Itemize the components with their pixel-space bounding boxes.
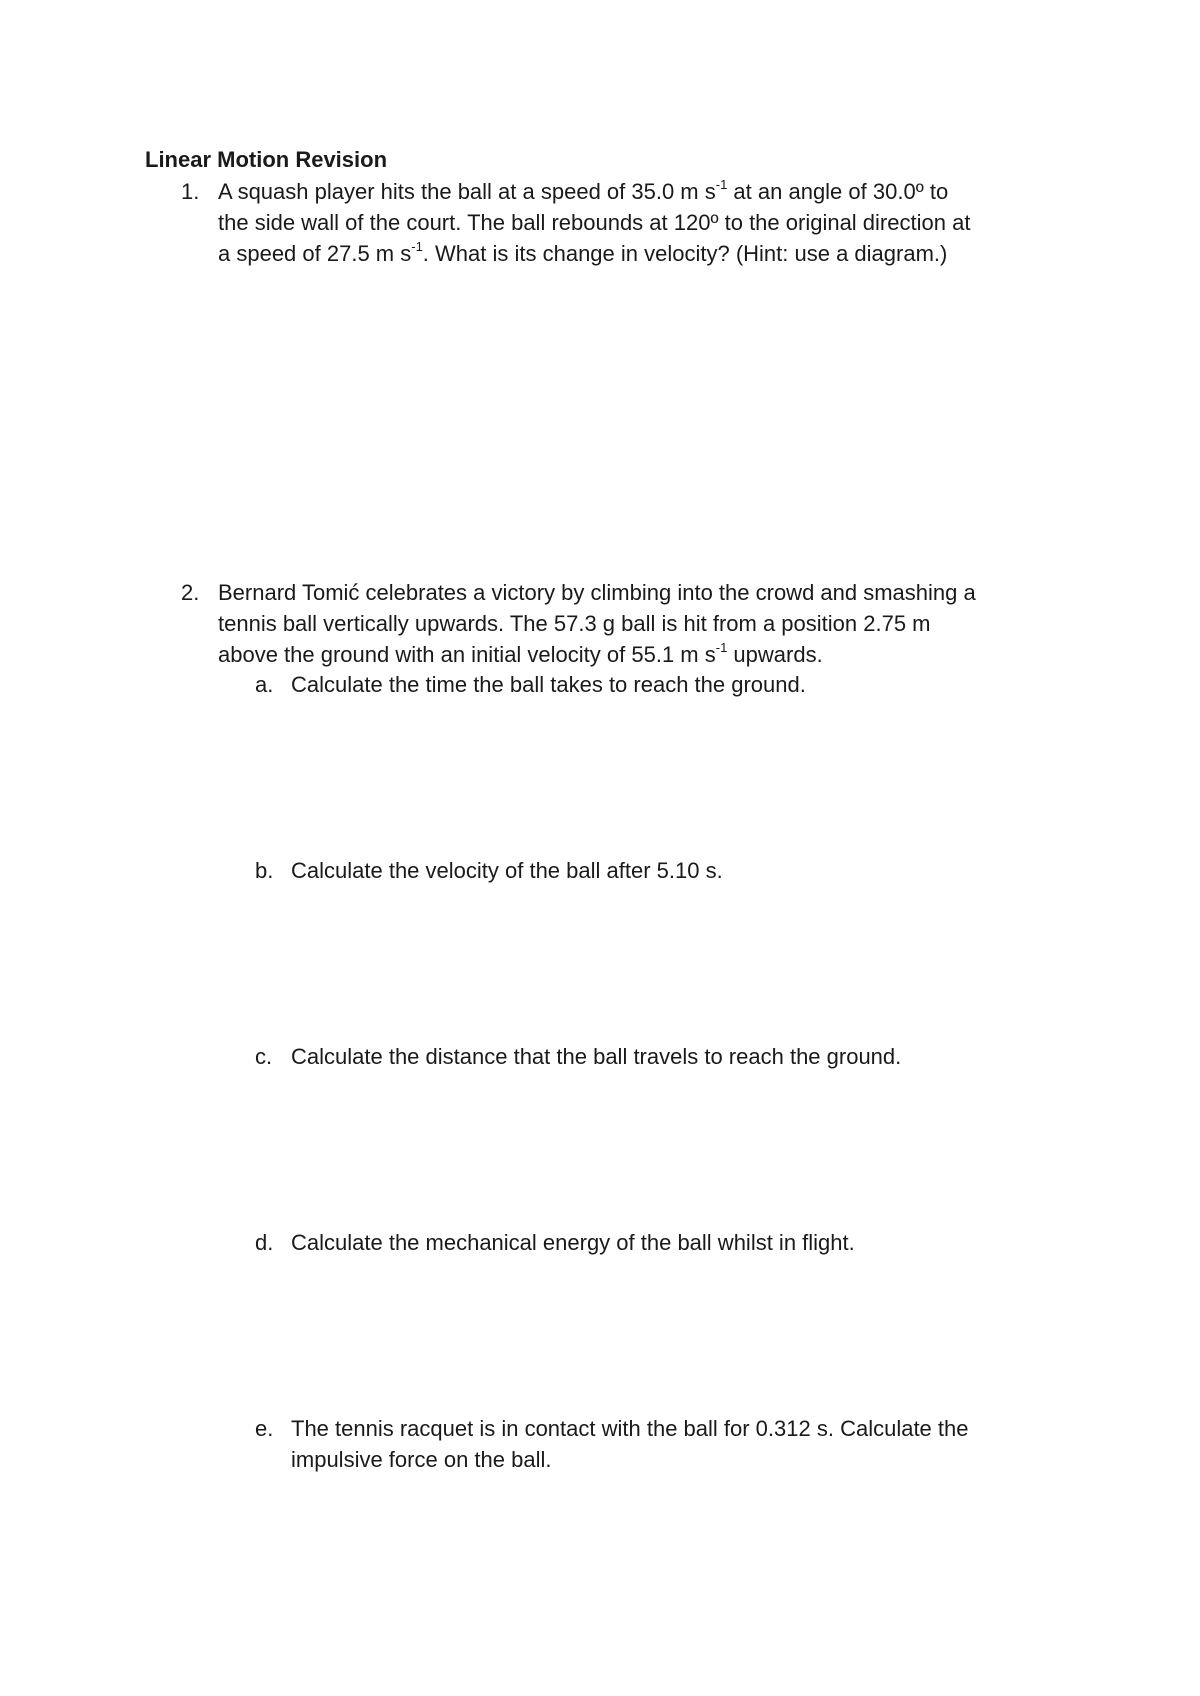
question-line (218, 176, 1118, 207)
text-run: a speed of 27.5 m s (218, 241, 412, 266)
sub-question-text (291, 855, 1081, 886)
question-text (218, 176, 1118, 269)
question-line: tennis ball vertically upwards. The 57.3 g ball is hit from a position 2.75 m (218, 611, 931, 636)
question-number: 2. (181, 580, 200, 605)
superscript: -1 (715, 639, 728, 655)
sub-question-text (291, 1413, 1081, 1475)
sub-question-text (291, 669, 1081, 700)
sub-question-letter: c. (255, 1044, 273, 1069)
sub-question-line: The tennis racquet is in contact with the ball for 0.312 s. Calculate the (291, 1416, 969, 1441)
sub-question-line: Calculate the distance that the ball travels to reach the ground. (291, 1044, 902, 1069)
sub-question-line: Calculate the time the ball takes to reach the ground. (291, 672, 806, 697)
sub-question-letter: a. (255, 672, 274, 697)
text-run: upwards. (727, 642, 823, 667)
text-run: . What is its change in velocity? (Hint: use a diagram.) (422, 241, 948, 266)
question-line: Bernard Tomić celebrates a victory by climbing into the crowd and smashing a (218, 580, 976, 605)
question-line: the side wall of the court. The ball rebounds at 120º to the original direction at (218, 210, 971, 235)
sub-question-letter: d. (255, 1230, 274, 1255)
sub-question-text (291, 1041, 1081, 1072)
text-run: above the ground with an initial velocity of 55.1 m s (218, 642, 716, 667)
sub-question-line: impulsive force on the ball. (291, 1447, 552, 1472)
sub-question-line: Calculate the mechanical energy of the ball whilst in flight. (291, 1230, 855, 1255)
page-title: Linear Motion Revision (145, 147, 388, 172)
question-text (218, 577, 1118, 670)
question-number: 1. (181, 179, 200, 204)
sub-question-line: Calculate the velocity of the ball after 5.10 s. (291, 858, 723, 883)
question-line (218, 639, 1118, 670)
sub-question-text (291, 1227, 1081, 1258)
sub-question-letter: b. (255, 858, 274, 883)
superscript: -1 (715, 176, 728, 192)
text-run: A squash player hits the ball at a speed of 35.0 m s (218, 179, 716, 204)
question-line (218, 238, 1118, 269)
text-run: at an angle of 30.0º to (727, 179, 949, 204)
sub-question-letter: e. (255, 1416, 274, 1441)
superscript: -1 (411, 238, 423, 254)
